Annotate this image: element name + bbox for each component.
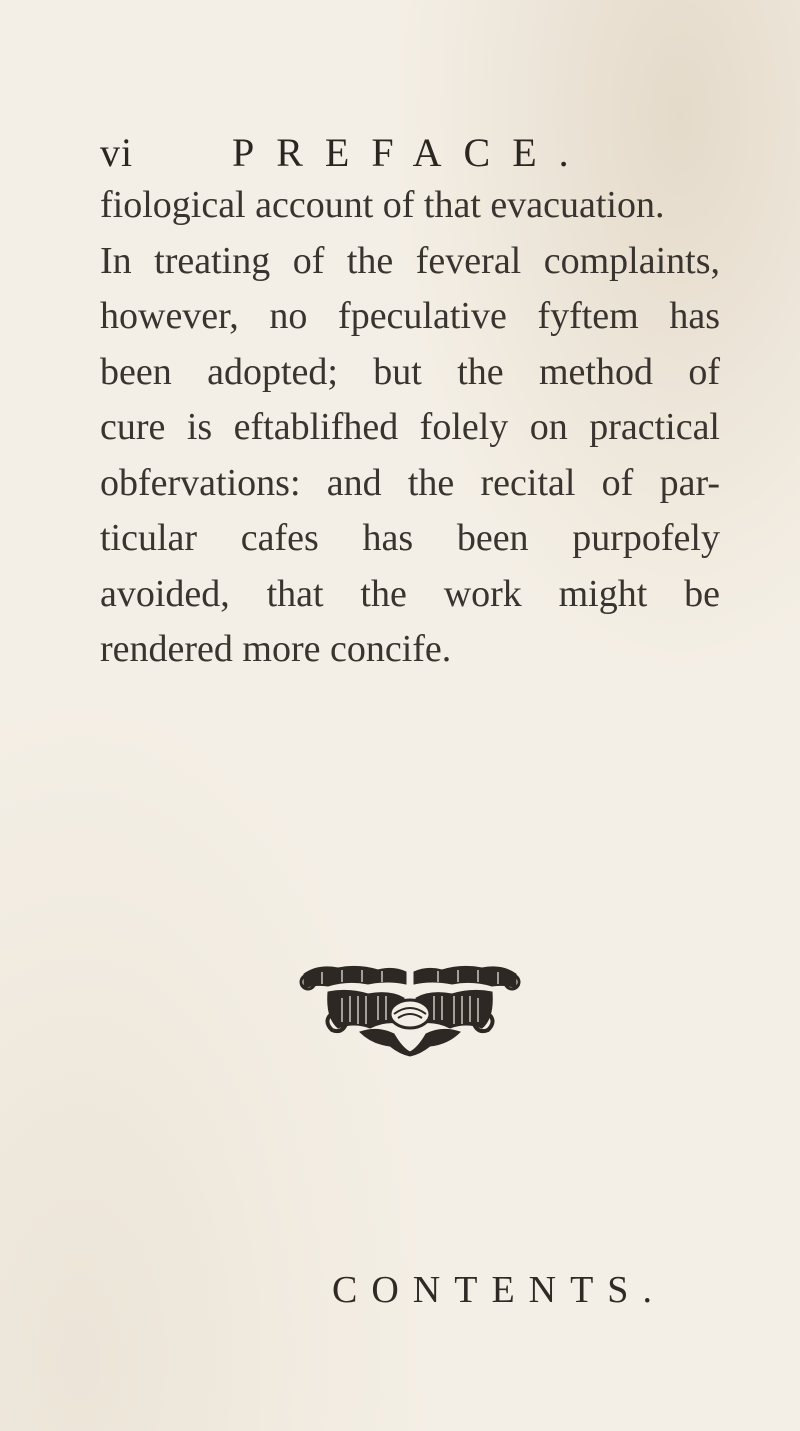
text-line: avoided, that the work might be [100,572,720,615]
text-line: ticular cafes has been purpofely [100,517,720,559]
running-head [100,128,591,178]
text-line: however, no fpeculative fyftem has [100,295,720,337]
text-line: cure is eftablifhed folely on practical [100,406,720,448]
text-line: rendered more concife. [100,628,452,670]
page-number: vi [100,130,134,175]
body-paragraph [100,178,720,678]
catchword: CONTENTS. [332,1269,666,1311]
text-line: obfervations: and the recital of par- [100,461,720,504]
tailpiece-ornament-icon [298,962,522,1058]
text-line: In treating of the feveral complaints, [100,239,720,282]
running-head-title: PREFACE. [232,130,591,175]
text-line: fiological account of that evacuation. [100,184,665,226]
text-line: been adopted; but the method of [100,350,720,393]
